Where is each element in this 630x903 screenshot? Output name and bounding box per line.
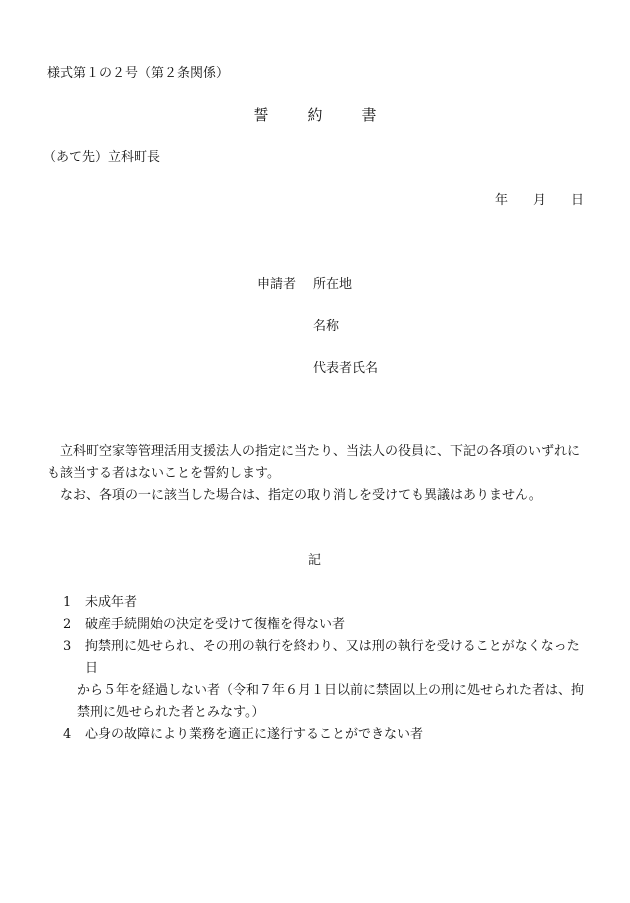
date-month: 月 <box>533 193 547 208</box>
list-item <box>63 592 587 614</box>
item-number: 4 <box>63 727 72 742</box>
statement <box>47 441 587 507</box>
document-title: 誓 約 書 <box>253 106 389 124</box>
date-day: 日 <box>571 193 585 208</box>
statement-paragraph: 立科町空家等管理活用支援法人の指定に当たり、当法人の役員に、下記の各項のいずれにも該当する者はないことを誓約します。 <box>47 444 581 481</box>
item-number: 1 <box>63 595 72 610</box>
statement-paragraph: なお、各項の一に該当した場合は、指定の取り消しを受けても異議はありません。 <box>60 488 542 503</box>
item-text-continued: から５年を経過しない者（令和７年６月１日以前に禁固以上の刑に処せられた者は、拘禁刑に処せられた者とみなす。） <box>77 683 585 720</box>
list-item <box>63 636 587 680</box>
address-label: 所在地 <box>313 277 353 292</box>
item-text: 未成年者 <box>85 595 138 610</box>
form-number: 様式第１の２号（第２条関係） <box>47 66 230 81</box>
date-year: 年 <box>495 193 509 208</box>
list-item <box>63 614 587 636</box>
item-text: 拘禁刑に処せられ、その刑の執行を終わり、又は刑の執行を受けることがなくなった日 <box>85 639 580 676</box>
name-label: 名称 <box>313 319 340 334</box>
addressee: （あて先）立科町長 <box>43 150 161 165</box>
item-list <box>63 592 587 746</box>
ki-heading: 記 <box>308 553 322 568</box>
item-number: 2 <box>63 617 72 632</box>
item-number: 3 <box>63 639 72 654</box>
item-text: 破産手続開始の決定を受けて復権を得ない者 <box>85 617 346 632</box>
applicant-label: 申請者 <box>257 277 297 292</box>
representative-label: 代表者氏名 <box>313 361 379 376</box>
list-item <box>63 724 587 746</box>
item-text: 心身の故障により業務を適正に遂行することができない者 <box>85 727 424 742</box>
